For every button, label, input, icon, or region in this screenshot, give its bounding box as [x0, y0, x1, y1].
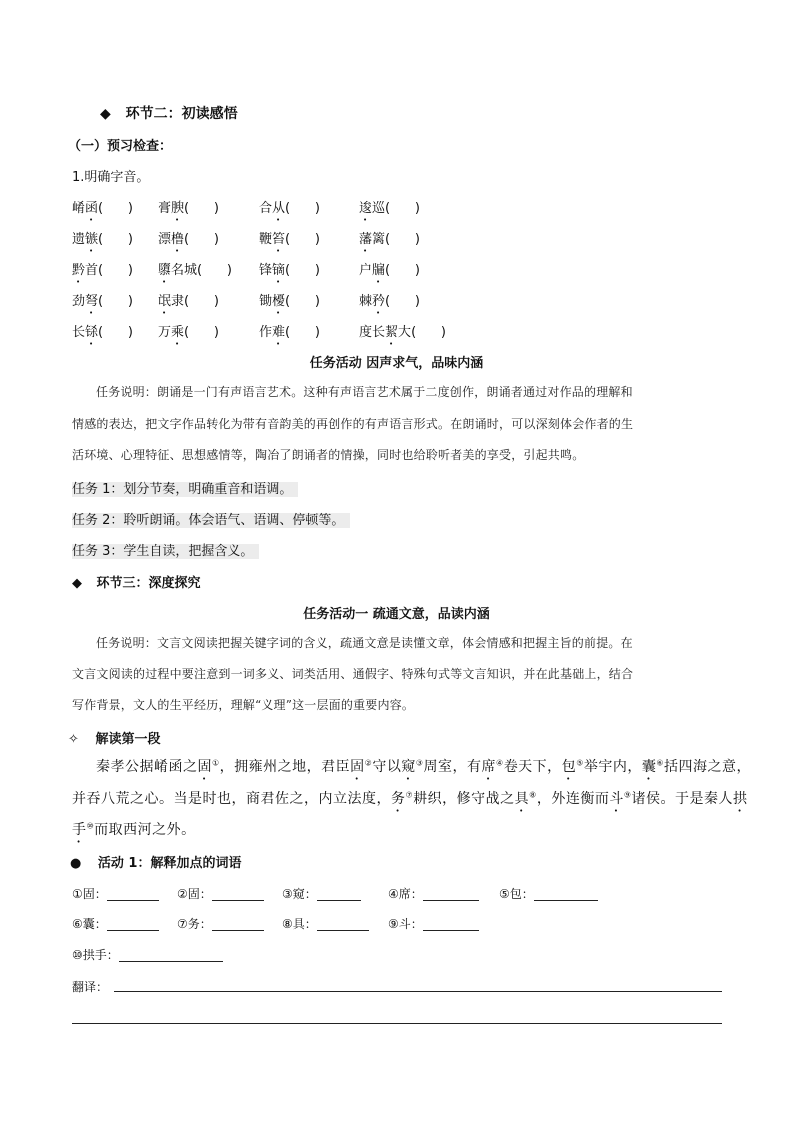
task-note-3-line-3: 写作背景，文人的生平经历，理解“义理”这一层面的重要内容。 — [72, 698, 415, 712]
pinyin-blank[interactable]: ( ) — [285, 201, 320, 216]
task-note-line-3: 活环境、心理特征、思想感情等，陶冶了朗诵者的情操，同时也给聆听者美的享受，引起共鸣。 — [72, 448, 585, 462]
diamond-icon: ◆ — [100, 106, 111, 122]
pinyin-blank[interactable]: ( ) — [385, 263, 420, 278]
section3-title: 环节三：深度探究 — [96, 576, 201, 591]
pronunciation-item — [259, 197, 320, 224]
passage-line-3: 手⑩而取西河之外。 — [72, 821, 196, 838]
pinyin-blank[interactable]: ( ) — [385, 232, 420, 247]
word: 万乘 — [158, 325, 185, 340]
pronunciation-item — [72, 290, 133, 317]
pronunciation-item — [158, 321, 219, 348]
translation-line-2[interactable] — [72, 1023, 722, 1024]
definition-item-4: ④席： — [388, 885, 479, 902]
pinyin-blank[interactable]: ( ) — [197, 263, 232, 278]
pinyin-blank[interactable]: ( ) — [411, 325, 446, 340]
pinyin-blank[interactable]: ( ) — [98, 263, 133, 278]
word: 藩篱 — [359, 232, 386, 247]
answer-blank[interactable] — [212, 886, 264, 901]
word: 膏腴 — [158, 201, 185, 216]
answer-blank[interactable] — [423, 886, 479, 901]
pinyin-blank[interactable]: ( ) — [184, 232, 219, 247]
word: 户牖 — [359, 263, 386, 278]
pronunciation-item — [158, 259, 232, 286]
passage-line-2: 并吞八荒之心。当是时也，商君佐之，内立法度，务⑦耕织，修守战之具⑧，外连衡而斗⑨诸侯。于是秦人拱 — [72, 790, 748, 807]
definition-item-5: ⑤包： — [499, 885, 598, 902]
pronunciation-item — [72, 321, 133, 348]
pronunciation-item — [72, 197, 133, 224]
answer-blank[interactable] — [317, 886, 361, 901]
task-activity-title: 任务活动 因声求气，品味内涵 — [309, 356, 484, 371]
word: 黔首 — [72, 263, 99, 278]
word: 逡巡 — [359, 201, 386, 216]
task-note-line-2: 情感的表达，把文字作品转化为带有音韵美的再创作的有声语言形式。在朗诵时，可以深刻体会作者的生 — [72, 417, 634, 431]
pinyin-blank[interactable]: ( ) — [385, 201, 420, 216]
pronunciation-item — [158, 197, 219, 224]
definition-item-3: ③窥： — [282, 885, 361, 902]
sparkle-icon: ✧ — [68, 732, 79, 747]
word: 鞭笞 — [259, 232, 286, 247]
pinyin-blank[interactable]: ( ) — [184, 325, 219, 340]
pronunciation-item — [158, 228, 219, 255]
pinyin-blank[interactable]: ( ) — [285, 263, 320, 278]
pronunciation-item — [259, 228, 320, 255]
section3-heading — [72, 572, 201, 591]
section2-title: 环节二：初读感悟 — [125, 106, 238, 122]
pinyin-blank[interactable]: ( ) — [184, 294, 219, 309]
word: 遗镞 — [72, 232, 99, 247]
pronunciation-item — [72, 228, 133, 255]
word: 漂橹 — [158, 232, 185, 247]
definition-item-9: ⑨斗： — [388, 915, 479, 932]
bullet-icon: ● — [70, 856, 82, 871]
task-1: 任务 1：划分节奏，明确重音和语调。 — [72, 482, 298, 497]
pinyin-blank[interactable]: ( ) — [184, 201, 219, 216]
pronunciation-item — [359, 228, 420, 255]
definition-item-6: ⑥囊： — [72, 915, 159, 932]
pinyin-blank[interactable]: ( ) — [285, 294, 320, 309]
activity-1-title: 活动 1：解释加点的词语 — [97, 856, 242, 871]
word: 棘矜 — [359, 294, 386, 309]
pronunciation-item — [359, 197, 420, 224]
answer-blank[interactable] — [119, 947, 223, 962]
activity-1-heading — [70, 852, 241, 871]
word: 氓隶 — [158, 294, 185, 309]
task-note-3-line-2: 文言文阅读的过程中要注意到一词多义、词类活用、通假字、特殊句式等文言知识，并在此基础上，结合 — [72, 667, 634, 681]
word: 崤函 — [72, 201, 99, 216]
pinyin-blank[interactable]: ( ) — [98, 201, 133, 216]
pronunciation-item — [158, 290, 219, 317]
pronunciation-item — [72, 259, 133, 286]
reading-heading — [68, 728, 160, 747]
pinyin-blank[interactable]: ( ) — [98, 294, 133, 309]
task-note-line-1: 任务说明：朗诵是一门有声语言艺术。这种有声语言艺术属于二度创作，朗诵者通过对作品的理解和 — [96, 385, 633, 399]
word: 隳名城 — [158, 263, 198, 278]
pinyin-blank[interactable]: ( ) — [98, 232, 133, 247]
pinyin-blank[interactable]: ( ) — [98, 325, 133, 340]
definition-item-1: ①固： — [72, 885, 159, 902]
answer-blank[interactable] — [107, 886, 159, 901]
task-activity-1-title: 任务活动一 疏通文意，品读内涵 — [303, 607, 490, 622]
question-1: 1.明确字音。 — [72, 170, 150, 185]
answer-blank[interactable] — [212, 916, 264, 931]
pinyin-blank[interactable]: ( ) — [385, 294, 420, 309]
passage-line-1: 秦孝公据崤函之固①，拥雍州之地，君臣固②守以窥③周室，有席④卷天下，包⑤举宇内，囊⑥括四海之意， — [96, 758, 752, 775]
answer-blank[interactable] — [317, 916, 369, 931]
definition-item-8: ⑧具： — [282, 915, 369, 932]
pronunciation-item — [259, 290, 320, 317]
preview-check-heading: （一）预习检查： — [68, 139, 173, 154]
word: 劲弩 — [72, 294, 99, 309]
word: 长铩 — [72, 325, 99, 340]
pinyin-blank[interactable]: ( ) — [285, 325, 320, 340]
word: 锄櫌 — [259, 294, 286, 309]
reading-title: 解读第一段 — [95, 732, 161, 747]
definition-item-7: ⑦务： — [177, 915, 264, 932]
pronunciation-item — [359, 259, 420, 286]
answer-blank[interactable] — [534, 886, 598, 901]
pronunciation-item — [259, 321, 320, 348]
word: 合从 — [259, 201, 286, 216]
answer-blank[interactable] — [107, 916, 159, 931]
definition-item-2: ②固： — [177, 885, 264, 902]
task-note-3-line-1: 任务说明：文言文阅读把握关键字词的含义，疏通文意是读懂文章，体会情感和把握主旨的前提。在 — [96, 636, 633, 650]
diamond-icon: ◆ — [72, 576, 82, 591]
answer-blank[interactable] — [423, 916, 479, 931]
translation-line-1[interactable] — [114, 991, 722, 992]
pronunciation-item — [359, 321, 446, 348]
pronunciation-item — [359, 290, 420, 317]
task-2: 任务 2：聆听朗诵。体会语气、语调、停顿等。 — [72, 513, 350, 528]
word: 作难 — [259, 325, 286, 340]
definition-item-10: ⑩拱手： — [72, 946, 223, 963]
pronunciation-item — [259, 259, 320, 286]
word: 度长絜大 — [359, 325, 412, 340]
word: 锋镝 — [259, 263, 286, 278]
translation-label: 翻译： — [72, 980, 109, 994]
section2-heading — [100, 103, 238, 123]
pinyin-blank[interactable]: ( ) — [285, 232, 320, 247]
task-3: 任务 3：学生自读，把握含义。 — [72, 544, 259, 559]
